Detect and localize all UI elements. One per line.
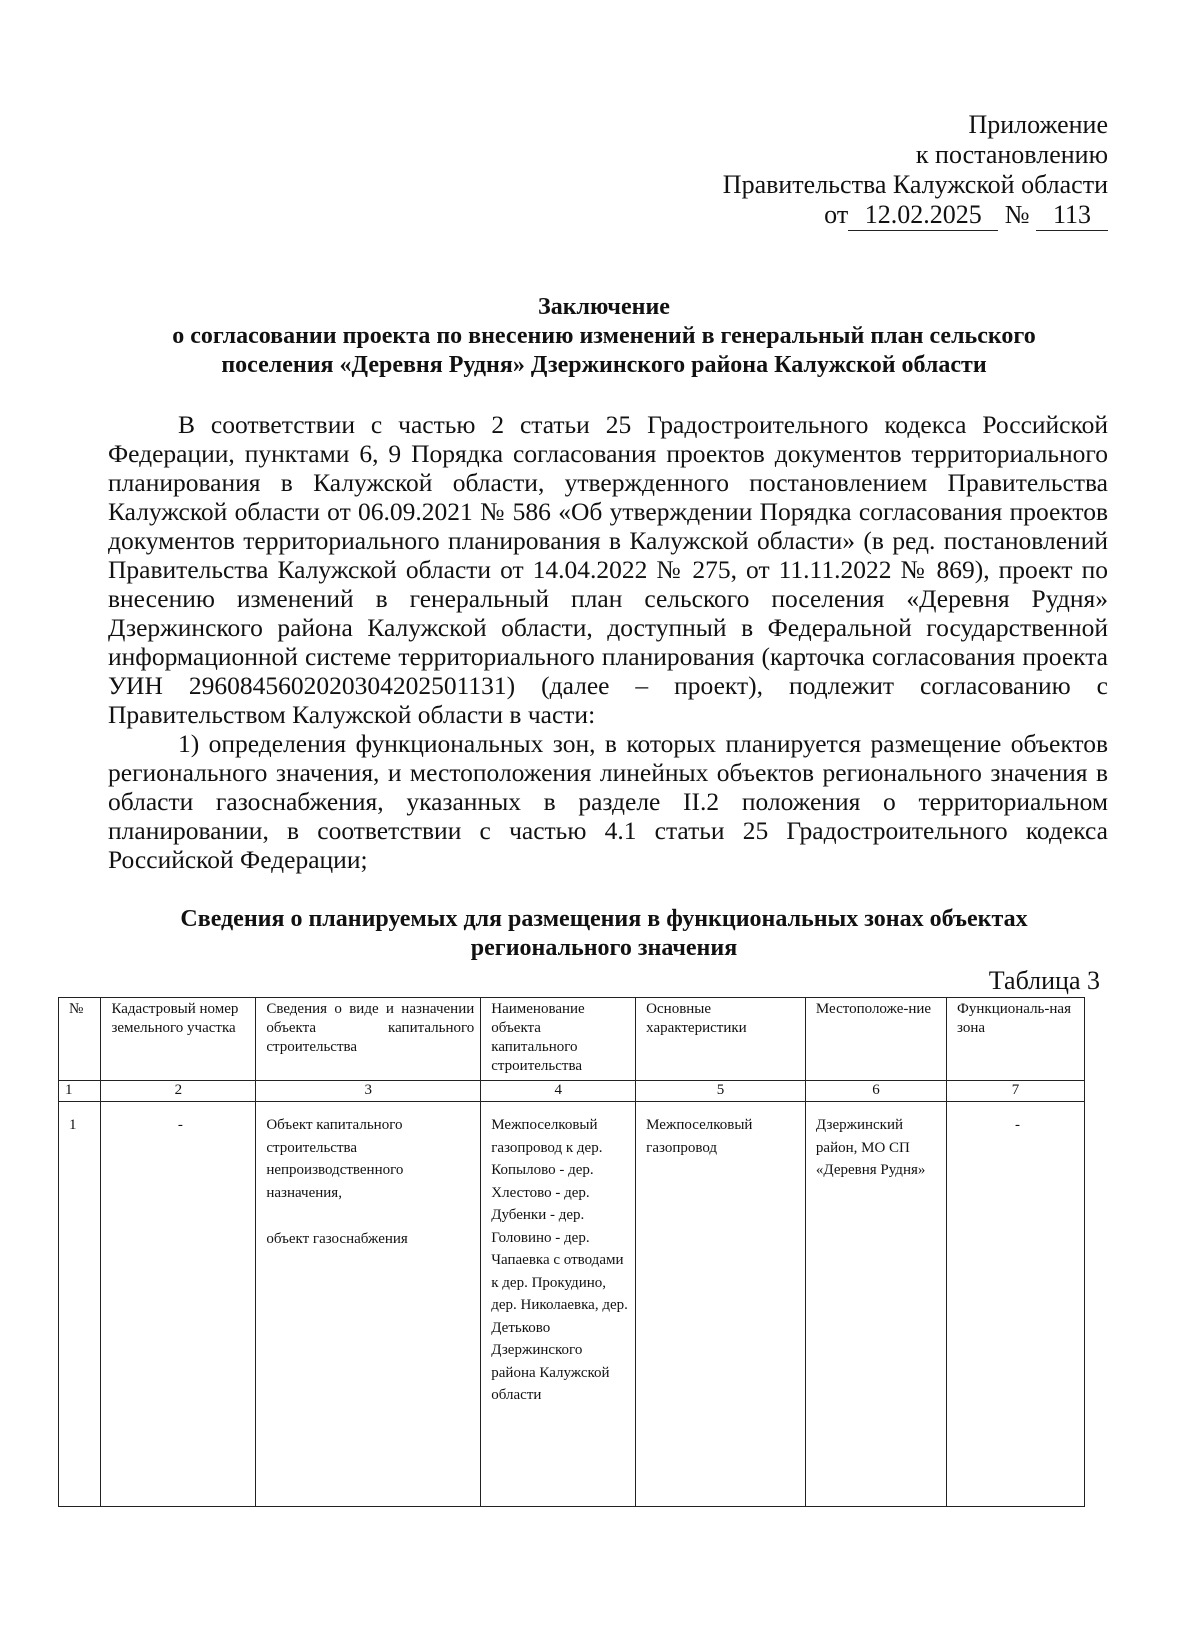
- cell-info: [256, 1102, 481, 1507]
- header-number: №: [59, 998, 101, 1081]
- column-number: 4: [481, 1081, 636, 1102]
- objects-table: [58, 997, 1085, 1507]
- header-characteristics: Основные характеристики: [636, 998, 806, 1081]
- table-title-line1: Сведения о планируемых для размещения в функциональных зонах объектах: [180, 906, 1028, 932]
- table-row: [59, 1102, 1085, 1507]
- body-paragraph-1: В соответствии с частью 2 статьи 25 Градостроительного кодекса Российской Федерации, пунктами 6, 9 Порядка согласования проектов документов территориального планирования в Калужской области, утвержденного постановлением Правительства Калужской области от 06.09.2021 № 586 «Об утверждении Порядка согласования проектов документов территориального планирования в Калужской области» (в ред. постановлений Правительства Калужской области от 14.04.2022 № 275, от 11.11.2022 № 869), проект по внесению изменений в генеральный план сельского поселения «Деревня Рудня» Дзержинского района Калужской области, доступный в Федеральной государственной информационной системе территориального планирования (карточка согласования проекта УИН 2960845602020304202501131) (далее – проект), подлежит согласованию с Правительством Калужской области в части:: [108, 410, 1108, 729]
- header-cadastral: Кадастровый номер земельного участка: [101, 998, 256, 1081]
- document-body: [108, 410, 1108, 874]
- header-info: Сведения о виде и назначении объекта капитального строительства: [256, 998, 481, 1081]
- number-label: №: [1004, 200, 1030, 229]
- column-number: 2: [101, 1081, 256, 1102]
- cell-cadastral: -: [101, 1102, 256, 1507]
- document-number: 113: [1036, 200, 1108, 231]
- document-date: 12.02.2025: [848, 200, 998, 231]
- appendix-line3: Правительства Калужской области: [722, 170, 1108, 199]
- header-location: Местоположе-ние: [805, 998, 946, 1081]
- cell-name: Межпоселковый газопровод к дер. Копылово - дер. Хлестово - дер. Дубенки - дер. Головино - дер. Чапаевка с отводами к дер. Прокудино, дер. Николаевка, дер. Детьково Дзержинского района Калужской области: [481, 1102, 636, 1507]
- appendix-line2: к постановлению: [915, 140, 1108, 169]
- heading-line3: поселения «Деревня Рудня» Дзержинского района Калужской области: [221, 352, 987, 378]
- table-numbering-row: [59, 1081, 1085, 1102]
- document-heading: [100, 293, 1108, 380]
- appendix-date-line: [723, 200, 1108, 231]
- appendix-line1: Приложение: [968, 110, 1108, 139]
- table-title-line2: регионального значения: [470, 935, 738, 961]
- column-number: 7: [947, 1081, 1085, 1102]
- column-number: 3: [256, 1081, 481, 1102]
- table-title: [100, 905, 1108, 963]
- cell-info-spacer: [266, 1204, 474, 1228]
- column-number: 6: [805, 1081, 946, 1102]
- heading-title: Заключение: [538, 294, 670, 320]
- header-zone: Функциональ-ная зона: [947, 998, 1085, 1081]
- cell-info-part-a: Объект капитального строительства непроизводственного назначения,: [266, 1117, 404, 1201]
- table-header-row: [59, 998, 1085, 1081]
- cell-location: Дзержинский район, МО СП «Деревня Рудня»: [805, 1102, 946, 1507]
- table-label: Таблица 3: [988, 966, 1100, 995]
- from-label: от: [824, 200, 849, 229]
- cell-info-part-b: объект газоснабжения: [266, 1231, 408, 1247]
- cell-number: 1: [59, 1102, 101, 1507]
- cell-characteristics: Межпоселковый газопровод: [636, 1102, 806, 1507]
- column-number: 5: [636, 1081, 806, 1102]
- heading-line2: о согласовании проекта по внесению изменений в генеральный план сельского: [172, 323, 1036, 349]
- header-name: Наименование объекта капитального строительства: [481, 998, 636, 1081]
- appendix-block: [723, 110, 1108, 231]
- cell-zone: -: [947, 1102, 1085, 1507]
- body-paragraph-2: 1) определения функциональных зон, в которых планируется размещение объектов регионального значения, и местоположения линейных объектов регионального значения в области газоснабжения, указанных в разделе II.2 положения о территориальном планировании, в соответствии с частью 4.1 статьи 25 Градостроительного кодекса Российской Федерации;: [108, 729, 1108, 874]
- column-number: 1: [59, 1081, 101, 1102]
